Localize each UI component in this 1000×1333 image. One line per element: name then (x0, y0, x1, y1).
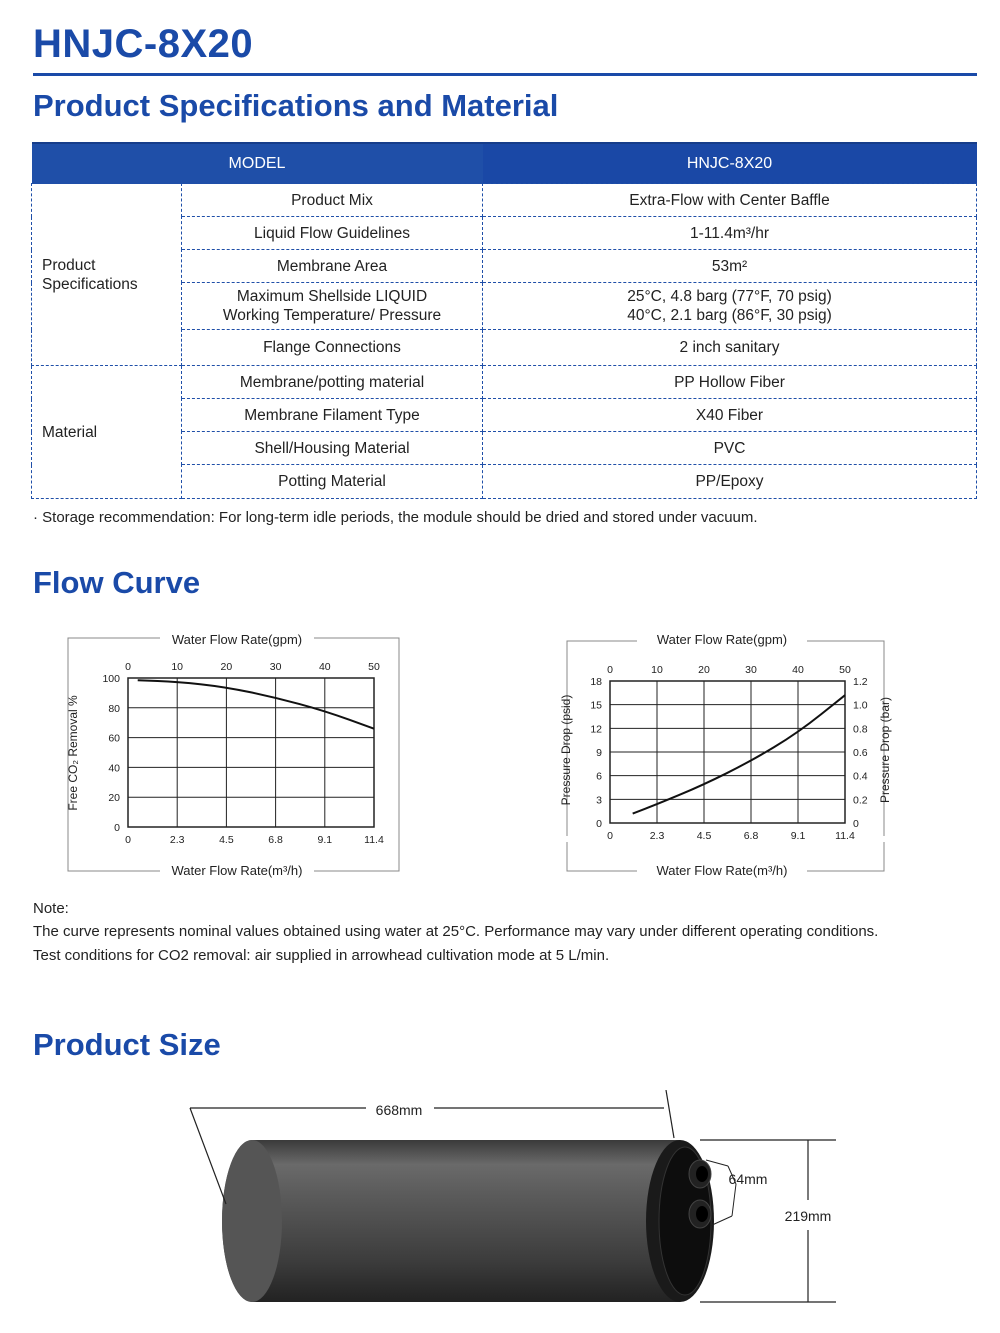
y-tick: 0 (114, 822, 120, 834)
x-top-label: Water Flow Rate(gpm) (656, 632, 788, 647)
x-top-label: Water Flow Rate(gpm) (171, 632, 303, 647)
row-value: 25°C, 4.8 barg (77°F, 70 psig) 40°C, 2.1 barg (86°F, 30 psig) (483, 283, 977, 330)
table-row (32, 184, 977, 217)
x-bottom-label: Water Flow Rate(m³/h) (171, 863, 303, 878)
title-divider (33, 73, 977, 76)
x-bottom-tick: 6.8 (268, 834, 283, 846)
x-top-tick: 40 (792, 664, 804, 676)
left-end-cap (222, 1140, 282, 1302)
y-axis-label: Free CO₂ Removal % (66, 695, 80, 811)
y-axis-label-left: Pressure Drop (psid) (559, 694, 573, 806)
port-label: 64mm (728, 1171, 768, 1187)
note-line-2: Test conditions for CO2 removal: air supplied in arrowhead cultivation mode at 5 L/min. (33, 947, 610, 964)
row-label: Flange Connections (182, 330, 483, 366)
y-tick: 40 (108, 762, 120, 775)
x-top-tick: 20 (220, 661, 233, 673)
product-size-heading: Product Size (33, 1027, 221, 1062)
x-top-tick: 0 (607, 664, 613, 676)
y2-tick: 0.2 (853, 794, 868, 807)
x-top-tick: 30 (745, 664, 757, 676)
row-value: 2 inch sanitary (483, 330, 977, 366)
table-header-row (32, 143, 977, 184)
port-icon (689, 1160, 711, 1188)
y-tick: 100 (102, 673, 120, 685)
row-value: PVC (483, 432, 977, 465)
y2-tick: 0.8 (853, 723, 868, 736)
flow-curve-heading: Flow Curve (33, 565, 201, 600)
length-label: 668mm (375, 1102, 423, 1118)
y-axis-label-right: Pressure Drop (bar) (878, 696, 892, 804)
row-label: Potting Material (182, 465, 483, 499)
page-title: HNJC-8X20 (33, 22, 254, 66)
y-tick: 3 (596, 794, 602, 807)
note-line-1: The curve represents nominal values obtained using water at 25°C. Performance may vary under different operating conditions. (33, 923, 879, 940)
header-value: HNJC-8X20 (483, 143, 977, 184)
y-tick: 0 (596, 818, 602, 830)
row-value: 53m² (483, 250, 977, 283)
spec-heading: Product Specifications and Material (33, 88, 559, 123)
x-top-tick: 40 (318, 661, 331, 673)
product-drawing (180, 1090, 860, 1315)
x-bottom-label: Water Flow Rate(m³/h) (656, 863, 788, 878)
row-value: X40 Fiber (483, 399, 977, 432)
row-label: Membrane Area (182, 250, 483, 283)
x-top-tick: 20 (698, 664, 710, 676)
x-bottom-tick: 9.1 (317, 834, 333, 846)
x-top-tick: 50 (839, 664, 851, 676)
diameter-label: 219mm (784, 1208, 832, 1224)
x-top-tick: 30 (269, 661, 282, 673)
row-value: Extra-Flow with Center Baffle (483, 184, 977, 217)
x-bottom-tick: 0 (607, 830, 613, 842)
row-value: 1-11.4m³/hr (483, 217, 977, 250)
row-label: Membrane/potting material (182, 366, 483, 399)
row-value: PP Hollow Fiber (483, 366, 977, 399)
y2-tick: 1.2 (853, 676, 868, 688)
row-label: Liquid Flow Guidelines (182, 217, 483, 250)
row-label: Product Mix (182, 184, 483, 217)
x-bottom-tick: 11.4 (364, 834, 384, 846)
y-tick: 20 (108, 792, 120, 805)
x-top-tick: 10 (171, 661, 184, 673)
y-tick: 15 (590, 699, 602, 712)
table-row (32, 366, 977, 399)
group-product-specifications: Product Specifications (32, 184, 182, 366)
x-bottom-tick: 2.3 (649, 830, 665, 842)
spec-table (31, 142, 977, 499)
membrane-housing (222, 1140, 680, 1302)
x-bottom-tick: 4.5 (219, 834, 234, 846)
row-label: Maximum Shellside LIQUID Working Temperature/ Pressure (182, 283, 483, 330)
row-value: PP/Epoxy (483, 465, 977, 499)
y-tick: 60 (108, 732, 120, 745)
co2-removal-chart (60, 628, 405, 880)
port-icon (689, 1200, 711, 1228)
y2-tick: 0.6 (853, 747, 868, 759)
y2-tick: 1.0 (853, 699, 868, 712)
x-bottom-tick: 11.4 (835, 830, 855, 842)
x-bottom-tick: 0 (125, 834, 131, 846)
x-top-tick: 0 (125, 661, 131, 673)
y-tick: 80 (108, 702, 120, 715)
y2-tick: 0.4 (853, 770, 868, 783)
note-heading: Note: (33, 900, 69, 917)
storage-note: · Storage recommendation: For long-term idle periods, the module should be dried and stored under vacuum. (33, 509, 758, 526)
plot-area (128, 678, 374, 827)
row-label: Shell/Housing Material (182, 432, 483, 465)
y-tick: 6 (596, 770, 602, 783)
row-label: Membrane Filament Type (182, 399, 483, 432)
pressure-drop-chart (555, 628, 900, 880)
x-bottom-tick: 2.3 (169, 834, 185, 846)
x-bottom-tick: 4.5 (696, 830, 712, 842)
y2-tick: 0 (853, 818, 859, 830)
y-tick: 12 (590, 723, 602, 736)
x-bottom-tick: 9.1 (790, 830, 806, 842)
y-tick: 9 (596, 747, 602, 759)
header-model: MODEL (32, 143, 483, 184)
x-bottom-tick: 6.8 (743, 830, 759, 842)
x-top-tick: 50 (368, 661, 380, 673)
x-top-tick: 10 (651, 664, 663, 676)
group-material: Material (32, 366, 182, 499)
y-tick: 18 (590, 676, 602, 688)
